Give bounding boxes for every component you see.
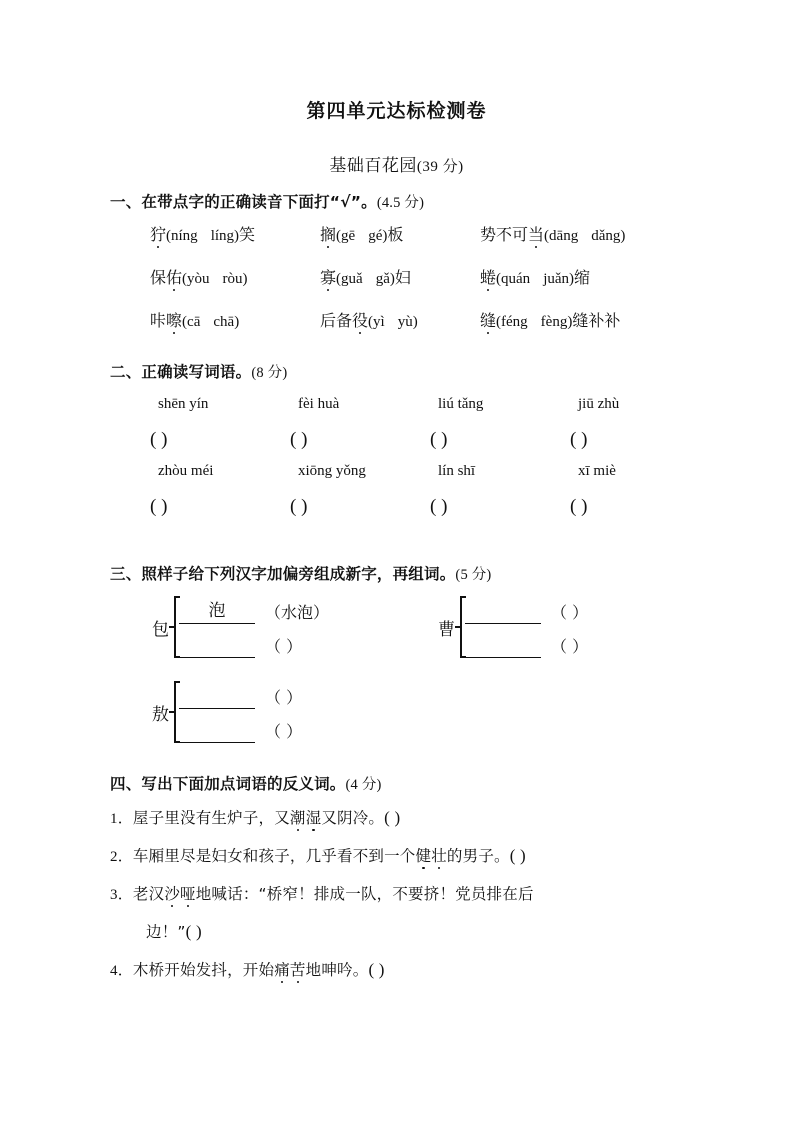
q4-item-number: 1．: [110, 811, 133, 827]
q3-base-char: 包: [152, 619, 169, 640]
q1-suffix-text: 妇: [394, 268, 411, 287]
q4-dotted-word: [274, 961, 305, 979]
q1-dotted-char: 当: [528, 225, 545, 244]
q1-pinyin-options[interactable]: (níng líng): [166, 228, 240, 244]
q2-answer-blank[interactable]: ( ): [150, 429, 168, 450]
q1-choice-item[interactable]: [150, 222, 255, 245]
q3-slot[interactable]: [465, 630, 588, 658]
q4-sentence-text: 老汉: [132, 885, 165, 903]
q1-pinyin-option[interactable]: ròu: [222, 271, 243, 287]
q4-sentence-text: 地喊话：“桥窄！排成一队，不要挤！党员排在后: [195, 885, 534, 903]
q1-pinyin-option[interactable]: yì: [373, 314, 385, 330]
q1-pinyin-option[interactable]: gé: [368, 228, 383, 244]
q3-base-char: 敖: [152, 704, 169, 725]
q4-sentence: [110, 882, 720, 904]
q4-dotted-char: 健: [415, 847, 432, 865]
q1-dotted-char: 狞: [150, 225, 167, 244]
q1-choice-item[interactable]: [480, 265, 590, 288]
q2-answer-cell[interactable]: [430, 496, 570, 518]
q4-answer-blank[interactable]: ( ): [368, 960, 385, 979]
q3-word-blank[interactable]: （ ）: [551, 603, 589, 622]
q1-prefix-text: 保: [150, 268, 167, 287]
q3-word-blank[interactable]: （ ）: [551, 637, 589, 656]
q1-choice-item[interactable]: [320, 222, 403, 245]
q1-pinyin-options[interactable]: (dāng dǎng): [544, 228, 626, 244]
q3-brace-group: [152, 596, 329, 658]
q2-pinyin-cell: [570, 396, 710, 413]
q4-answer-blank[interactable]: ( ): [384, 808, 401, 827]
q2-answer-cell[interactable]: [290, 429, 430, 451]
question-4-points: (4 分): [345, 777, 382, 793]
q1-pinyin-option[interactable]: níng: [171, 228, 198, 244]
question-1-points: (4.5 分): [376, 195, 425, 211]
q1-pinyin-options[interactable]: (yì yù): [368, 314, 418, 330]
q2-pinyin-row: [150, 396, 710, 413]
q1-pinyin-option[interactable]: féng: [501, 314, 528, 330]
question-4-header: [110, 772, 382, 794]
q4-sentence-text: 又阴冷。: [321, 809, 385, 827]
brace-icon: [170, 681, 179, 743]
q1-pinyin-option[interactable]: juǎn: [543, 271, 570, 287]
section-heading-label: 基础百花园: [329, 156, 417, 175]
q4-sentence-text: 屋子里没有生炉子，又: [132, 809, 290, 827]
q2-answer-cell[interactable]: [290, 496, 430, 518]
q4-sentence: [110, 958, 720, 980]
question-1-body: [150, 222, 710, 351]
q2-pinyin-text: shēn yín: [158, 396, 209, 412]
q3-slot[interactable]: [179, 715, 302, 743]
q3-new-char-blank[interactable]: [465, 634, 541, 658]
q3-slot[interactable]: [465, 596, 588, 624]
q2-pinyin-text: zhòu méi: [158, 463, 214, 479]
q1-pinyin-options[interactable]: (guǎ gǎ): [336, 271, 395, 287]
q4-answer-blank[interactable]: ( ): [185, 922, 202, 941]
q2-answer-blank[interactable]: ( ): [290, 496, 308, 517]
q1-choice-item[interactable]: [480, 222, 625, 245]
q1-dotted-char: 寡: [320, 268, 337, 287]
q4-sentence-text: 车厢里尽是妇女和孩子，几乎看不到一个: [132, 847, 416, 865]
q1-row: [150, 308, 710, 336]
q3-slot-list: [179, 681, 302, 743]
q3-base-char: 曹: [438, 619, 455, 640]
q3-brace-group: [438, 596, 588, 658]
q1-pinyin-options[interactable]: (quán juǎn): [496, 271, 575, 287]
q4-dotted-char: 湿: [305, 809, 322, 827]
q1-dotted-char: 搁: [320, 225, 337, 244]
q1-dotted-char: 蜷: [480, 268, 497, 287]
q1-choice-item[interactable]: [150, 265, 248, 288]
question-1-number: 一、: [110, 193, 142, 211]
q1-dotted-char: 役: [352, 311, 369, 330]
question-4-number: 四、: [110, 775, 142, 793]
question-4-text: 写出下面加点词语的反义词。: [141, 775, 346, 793]
q2-answer-cell[interactable]: [570, 429, 710, 451]
q1-pinyin-option[interactable]: fèng: [540, 314, 568, 330]
question-2-text: 正确读写词语。: [141, 363, 252, 381]
q4-sentence-text: 木桥开始发抖，开始: [132, 961, 275, 979]
q1-suffix-text: 缝补补: [572, 311, 621, 330]
q4-answer-blank[interactable]: ( ): [509, 846, 526, 865]
q2-answer-cell[interactable]: [430, 429, 570, 451]
q1-choice-item[interactable]: [320, 265, 411, 288]
q4-item-number: 2．: [110, 849, 133, 865]
q4-sentence-text: 地呻吟。: [305, 961, 369, 979]
question-3-text: 照样子给下列汉字加偏旁组成新字，再组词。: [141, 565, 456, 583]
q2-answer-row: [150, 429, 710, 451]
q2-answer-cell[interactable]: [150, 429, 290, 451]
q2-pinyin-cell: [430, 463, 570, 480]
q1-row: [150, 265, 710, 293]
q4-item-number: 3．: [110, 887, 133, 903]
q4-dotted-char: 壮: [431, 847, 447, 865]
q1-choice-item[interactable]: [150, 308, 239, 331]
q2-pinyin-cell: [150, 396, 290, 413]
question-2-number: 二、: [110, 363, 142, 381]
q2-pinyin-cell: [290, 463, 430, 480]
q4-item-number: 4．: [110, 963, 133, 979]
q1-suffix-text: 板: [387, 225, 404, 244]
q2-pinyin-text: liú tǎng: [438, 396, 484, 412]
q1-suffix-text: 缩: [574, 268, 591, 287]
q1-pinyin-option[interactable]: dǎng: [591, 228, 621, 244]
q4-sentence-continuation: [110, 920, 720, 942]
q1-pinyin-option[interactable]: yù: [397, 314, 413, 330]
q2-answer-cell[interactable]: [570, 496, 710, 518]
brace-icon: [170, 596, 179, 658]
q1-pinyin-option[interactable]: dāng: [549, 228, 579, 244]
question-3-number: 三、: [110, 565, 142, 583]
q3-word-blank[interactable]: （水泡）: [265, 603, 330, 622]
q2-answer-cell[interactable]: [150, 496, 290, 518]
question-1-text: 在带点字的正确读音下面打“√”。: [141, 193, 377, 211]
q1-dotted-char: 佑: [166, 268, 183, 287]
q4-sentence: [110, 806, 720, 828]
q2-answer-row: [150, 496, 710, 518]
q1-row: [150, 222, 710, 250]
q1-pinyin-options[interactable]: (yòu ròu): [182, 271, 248, 287]
q2-answer-blank[interactable]: ( ): [430, 429, 448, 450]
brace-icon: [456, 596, 465, 658]
q2-answer-blank[interactable]: ( ): [150, 496, 168, 517]
q2-pinyin-text: jiū zhù: [578, 396, 620, 412]
question-2-body: [150, 396, 710, 518]
q2-pinyin-text: xī miè: [578, 463, 616, 479]
q2-answer-blank[interactable]: ( ): [290, 429, 308, 450]
q1-pinyin-option[interactable]: líng: [210, 228, 235, 244]
q3-slot[interactable]: [179, 596, 329, 624]
q3-slot[interactable]: [179, 630, 329, 658]
q4-dotted-char: 哑: [180, 885, 196, 903]
q1-prefix-text: 势不可: [480, 225, 529, 244]
q1-prefix-text: 咔: [150, 311, 167, 330]
q4-sentence: [110, 844, 720, 866]
q1-pinyin-option[interactable]: quán: [501, 271, 531, 287]
q2-pinyin-text: fèi huà: [298, 396, 340, 412]
q4-sentence-text: 的男子。: [446, 847, 510, 865]
q2-pinyin-text: lín shī: [438, 463, 476, 479]
question-2-header: [110, 360, 287, 382]
section-heading-points: (39 分): [416, 159, 464, 175]
q1-pinyin-option[interactable]: cā: [187, 314, 201, 330]
question-2-points: (8 分): [251, 365, 288, 381]
q4-dotted-char: 沙: [164, 885, 181, 903]
q1-pinyin-option[interactable]: chā: [213, 314, 235, 330]
q1-pinyin-option[interactable]: guǎ: [341, 271, 363, 287]
q2-answer-blank[interactable]: ( ): [570, 496, 588, 517]
q3-word-blank[interactable]: （ ）: [265, 722, 303, 741]
q3-slot-list: [465, 596, 588, 658]
q2-pinyin-cell: [430, 396, 570, 413]
question-3-points: (5 分): [455, 567, 492, 583]
q1-pinyin-option[interactable]: gǎ: [375, 271, 390, 287]
q3-new-char-blank[interactable]: [465, 600, 541, 624]
q2-pinyin-text: xiōng yǒng: [298, 463, 366, 479]
q1-dotted-char: 嚓: [166, 311, 183, 330]
q3-brace-group: [152, 681, 302, 743]
q2-pinyin-cell: [290, 396, 430, 413]
q3-slot-list: [179, 596, 329, 658]
q3-new-char-blank[interactable]: [179, 685, 255, 709]
question-1-header: [110, 190, 424, 212]
page-title: 第四单元达标检测卷: [306, 100, 487, 122]
q2-pinyin-cell: [150, 463, 290, 480]
q2-pinyin-row: [150, 463, 710, 480]
q1-choice-item[interactable]: [480, 308, 620, 331]
q4-sentence-text: 边！”: [146, 923, 186, 941]
q1-pinyin-options[interactable]: (féng fèng): [496, 314, 573, 330]
q3-word-blank[interactable]: （ ）: [265, 637, 303, 656]
q2-answer-blank[interactable]: ( ): [430, 496, 448, 517]
q1-prefix-text: 后备: [320, 311, 353, 330]
q3-slot[interactable]: [179, 681, 302, 709]
q3-new-char-blank[interactable]: [179, 719, 255, 743]
q4-dotted-word: [164, 885, 195, 903]
question-3-header: [110, 562, 491, 584]
q3-new-char-blank[interactable]: 泡: [179, 600, 255, 624]
q4-dotted-char: 苦: [289, 961, 306, 979]
q1-pinyin-option[interactable]: gē: [341, 228, 356, 244]
q1-dotted-char: 缝: [480, 311, 497, 330]
q2-pinyin-cell: [570, 463, 710, 480]
question-4-body: [110, 806, 720, 980]
q3-new-char-blank[interactable]: [179, 634, 255, 658]
q1-pinyin-options[interactable]: (cā chā): [182, 314, 240, 330]
q3-word-blank[interactable]: （ ）: [265, 688, 303, 707]
q4-dotted-char: 痛: [274, 961, 290, 979]
q1-suffix-text: 笑: [239, 225, 256, 244]
q1-pinyin-options[interactable]: (gē gé): [336, 228, 388, 244]
q4-dotted-word: [416, 847, 447, 865]
q1-pinyin-option[interactable]: yòu: [187, 271, 210, 287]
q2-answer-blank[interactable]: ( ): [570, 429, 588, 450]
q4-dotted-char: 潮: [289, 809, 306, 827]
q4-dotted-word: [290, 809, 321, 827]
q1-choice-item[interactable]: [320, 308, 418, 331]
